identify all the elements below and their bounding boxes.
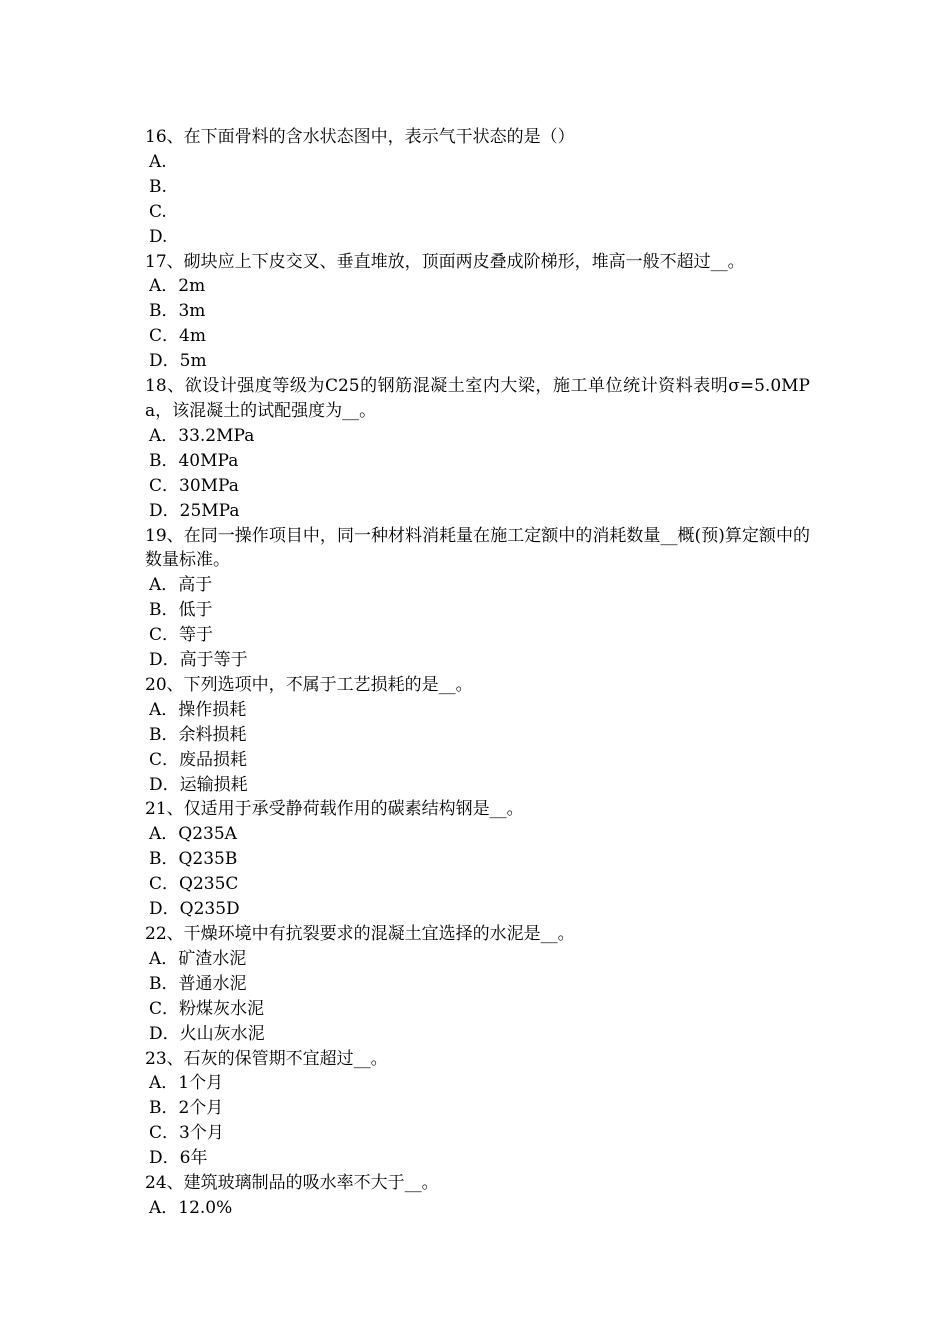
answer-option: C．等于 bbox=[149, 625, 214, 646]
question-text: 17、砌块应上下皮交叉、垂直堆放，顶面两皮叠成阶梯形，堆高一般不超过__。 bbox=[145, 251, 745, 272]
question-text: 21、仅适用于承受静荷载作用的碳素结构钢是__。 bbox=[145, 799, 524, 820]
question-text: 16、在下面骨料的含水状态图中，表示气干状态的是（） bbox=[145, 127, 575, 147]
answer-option: A．33.2MPa bbox=[149, 425, 255, 446]
answer-option: D．5m bbox=[149, 351, 207, 372]
answer-option: B．Q235B bbox=[149, 849, 238, 870]
answer-option: A．Q235A bbox=[149, 824, 237, 845]
answer-option: C．Q235C bbox=[149, 874, 239, 895]
question-block bbox=[145, 673, 810, 798]
answer-option: B．低于 bbox=[149, 600, 213, 621]
answer-option: C．30MPa bbox=[149, 475, 239, 496]
question-block bbox=[145, 797, 810, 922]
question-text: 22、干燥环境中有抗裂要求的混凝土宜选择的水泥是__。 bbox=[145, 924, 575, 944]
answer-option: D．运输损耗 bbox=[149, 774, 248, 795]
answer-option: D．火山灰水泥 bbox=[149, 1023, 265, 1044]
answer-option: D．Q235D bbox=[149, 899, 240, 920]
question-block bbox=[145, 1171, 810, 1221]
question-text: 24、建筑玻璃制品的吸水率不大于__。 bbox=[145, 1173, 439, 1194]
answer-option: C．3个月 bbox=[149, 1123, 224, 1144]
answer-option: A．操作损耗 bbox=[149, 699, 247, 720]
answer-option: C．4m bbox=[149, 326, 206, 347]
answer-option: B．余料损耗 bbox=[149, 724, 247, 745]
question-block bbox=[145, 125, 810, 250]
question-block bbox=[145, 250, 810, 375]
question-block bbox=[145, 1047, 810, 1172]
question-text: 20、下列选项中，不属于工艺损耗的是__。 bbox=[145, 674, 473, 695]
answer-option: C．废品损耗 bbox=[149, 749, 248, 770]
question-block bbox=[145, 374, 810, 523]
answer-option: D. bbox=[149, 226, 168, 247]
answer-option: B．3m bbox=[149, 301, 206, 322]
answer-option: A．2m bbox=[149, 276, 206, 297]
answer-option: A．12.0% bbox=[149, 1197, 233, 1218]
answer-option: B．40MPa bbox=[149, 450, 239, 471]
answer-option: A．1个月 bbox=[149, 1073, 224, 1094]
answer-option: A．矿渣水泥 bbox=[149, 948, 247, 969]
question-text: 19、在同一操作项目中，同一种材料消耗量在施工定额中的消耗数量__概(预)算定额中的数量标准。 bbox=[145, 525, 810, 571]
question-text: 18、欲设计强度等级为C25的钢筋混凝土室内大梁，施工单位统计资料表明σ=5.0MPa，该混凝土的试配强度为__。 bbox=[145, 376, 810, 421]
answer-option: C．粉煤灰水泥 bbox=[149, 998, 265, 1019]
answer-option: A．高于 bbox=[149, 575, 213, 596]
answer-option: D．高于等于 bbox=[149, 650, 248, 671]
question-block bbox=[145, 524, 810, 673]
answer-option: D．25MPa bbox=[149, 500, 240, 521]
answer-option: A. bbox=[149, 151, 167, 172]
answer-option: D．6年 bbox=[149, 1148, 208, 1169]
question-text: 23、石灰的保管期不宜超过__。 bbox=[145, 1048, 388, 1069]
answer-option: B．2个月 bbox=[149, 1098, 224, 1119]
question-block bbox=[145, 922, 810, 1047]
answer-option: B. bbox=[149, 176, 167, 197]
answer-option: B．普通水泥 bbox=[149, 973, 247, 994]
question-list bbox=[145, 125, 810, 1221]
answer-option: C. bbox=[149, 201, 167, 222]
